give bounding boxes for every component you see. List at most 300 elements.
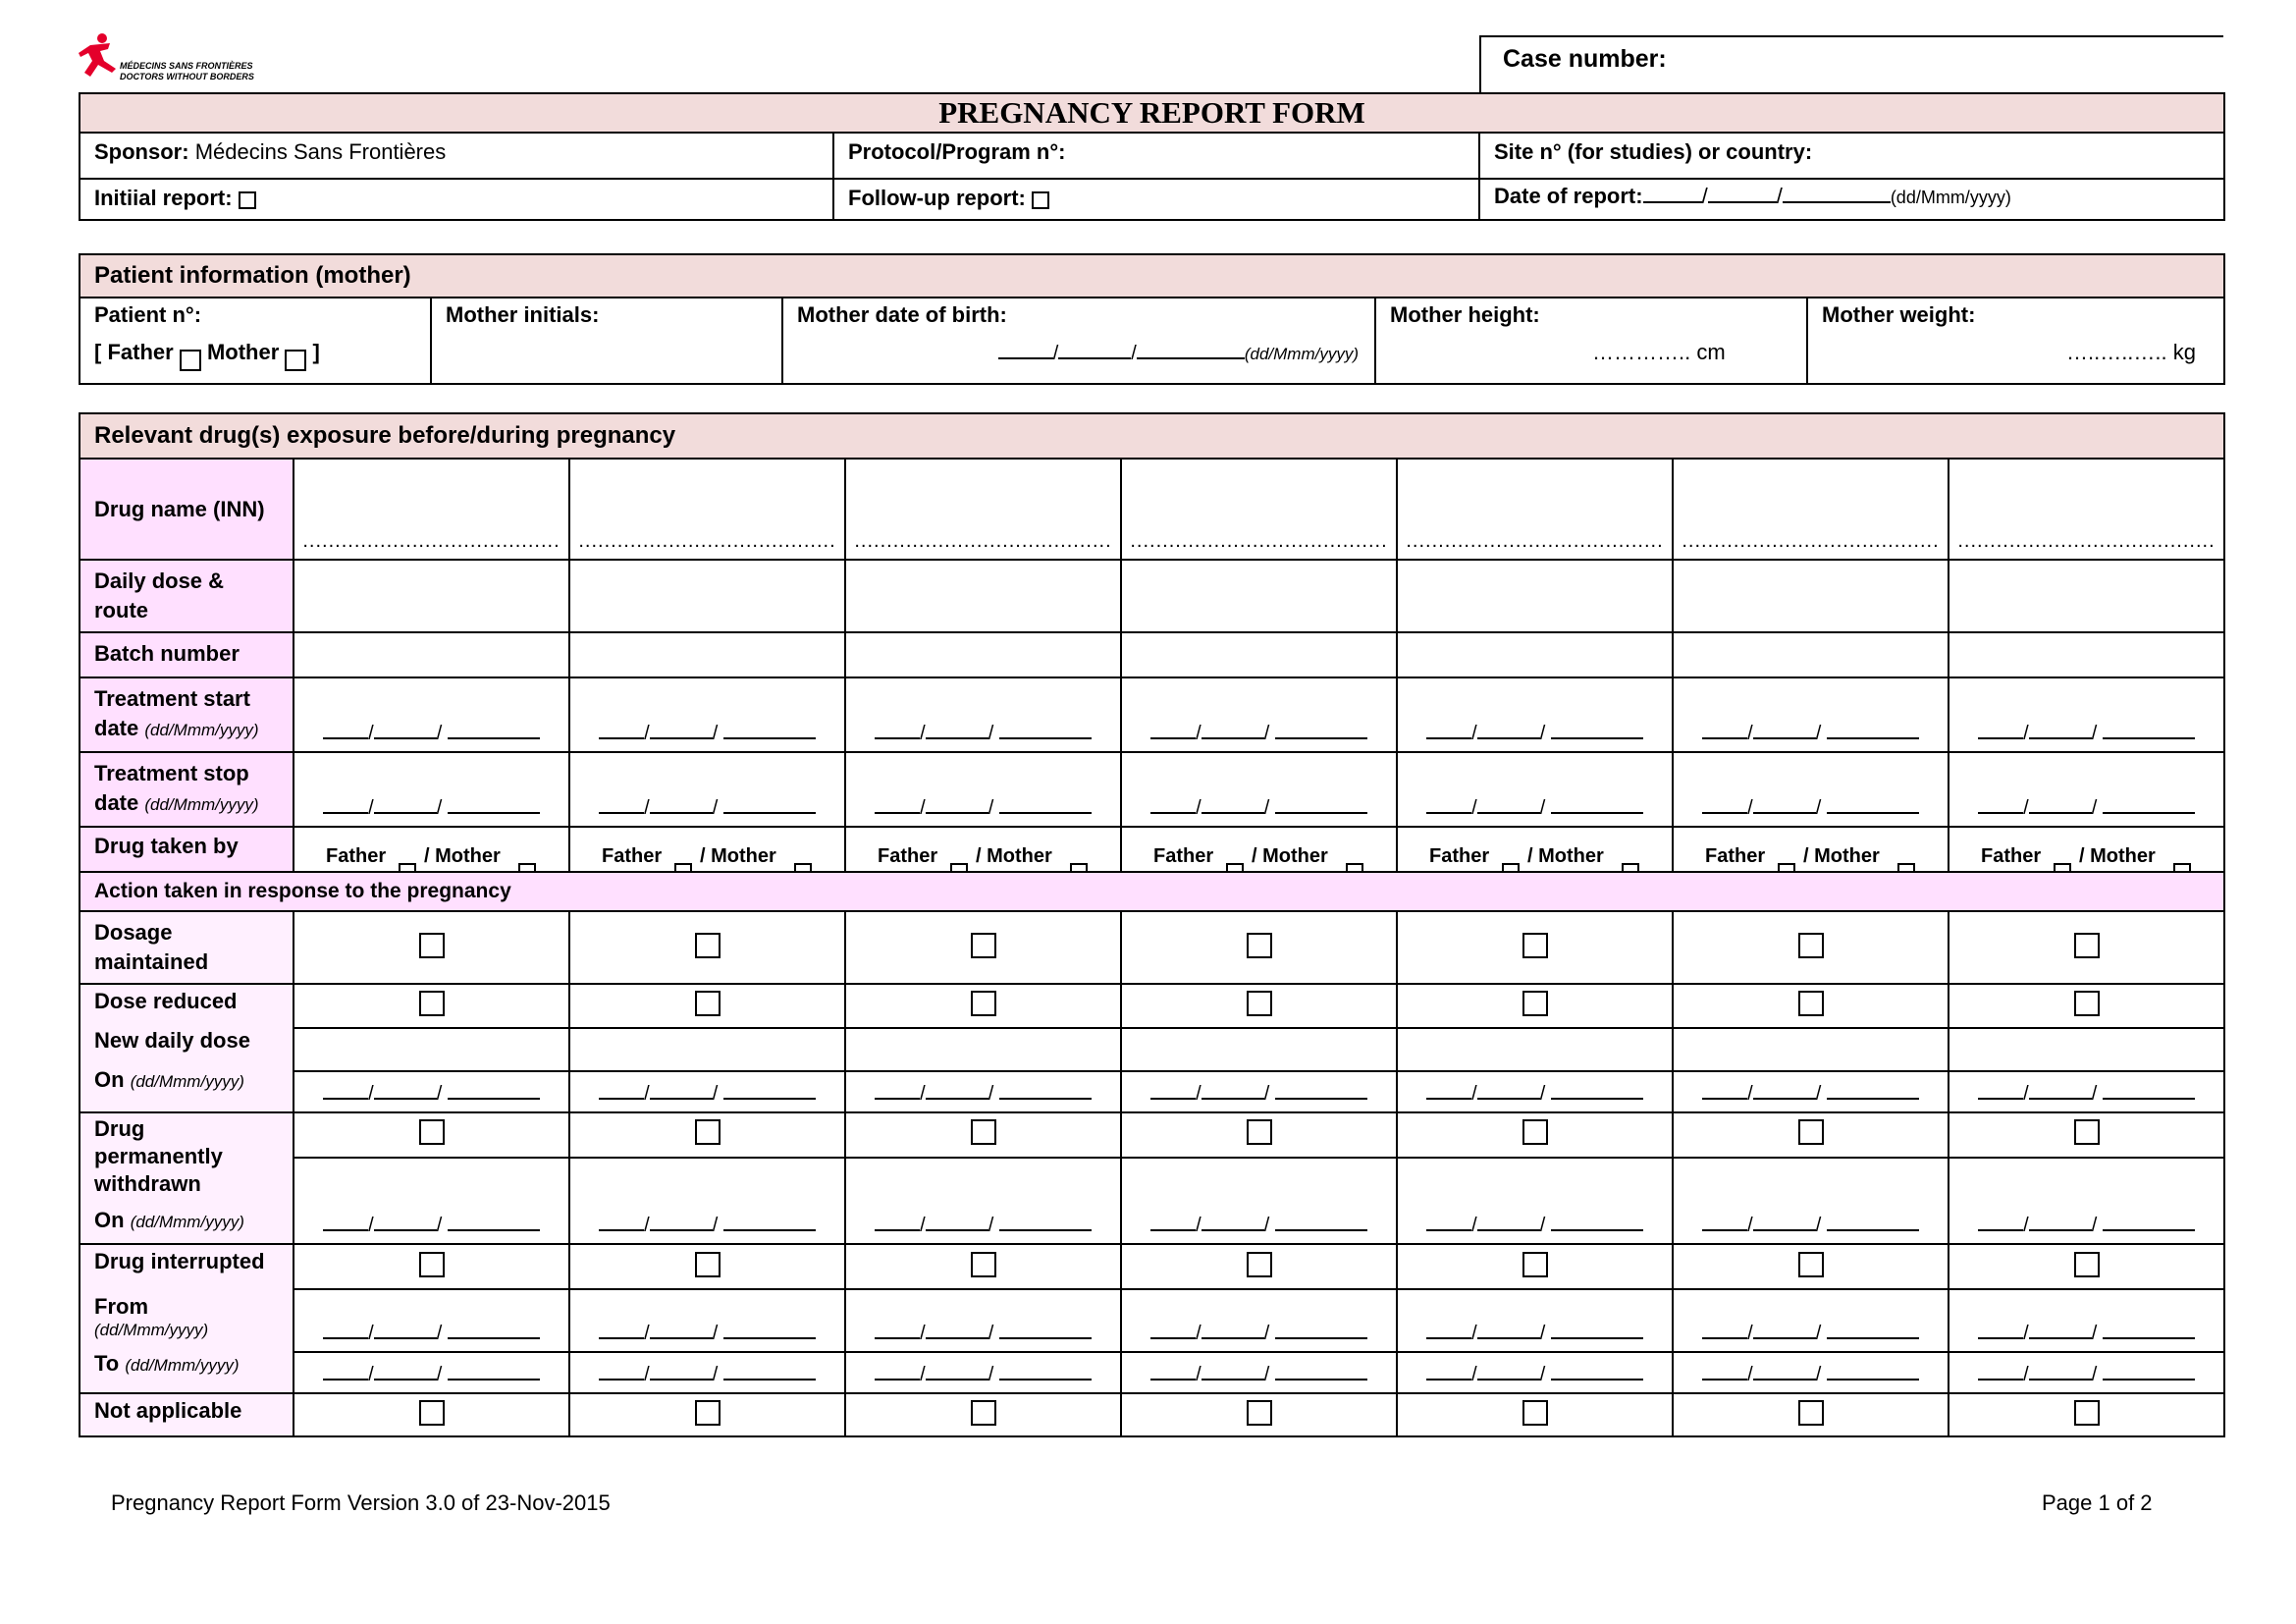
withdrawn-on-date-field[interactable] (294, 1158, 569, 1244)
father-option-checkbox[interactable] (399, 863, 416, 872)
action-checkbox[interactable] (1247, 1400, 1272, 1426)
dose-reduced-cell (1121, 984, 1397, 1028)
case-number-label: Case number: (1503, 45, 1667, 73)
dose-reduced-on-date-field[interactable] (1949, 1071, 2224, 1112)
treatment-start-label-cell (80, 677, 294, 752)
date-input-lines[interactable]: / / (846, 1320, 1120, 1351)
date-input-lines[interactable]: / / (1122, 794, 1396, 826)
action-checkbox[interactable] (1522, 1119, 1548, 1145)
withdrawn-label: Drug permanently withdrawn (94, 1116, 223, 1196)
father-option-checkbox[interactable] (1778, 863, 1795, 872)
action-checkbox[interactable] (971, 1252, 996, 1277)
daily-dose-label-cell (80, 560, 294, 632)
not-applicable-label-cell (80, 1393, 294, 1436)
action-checkbox[interactable] (419, 1400, 445, 1426)
mother-option-label: / Mother (1527, 845, 1604, 867)
date-input-lines[interactable]: / / (1949, 1320, 2223, 1351)
date-input-lines[interactable]: / / (846, 720, 1120, 751)
new-daily-dose-field[interactable] (569, 1028, 845, 1071)
dob-format-hint: (dd/Mmm/yyyy) (1244, 345, 1359, 363)
treatment-start-date-field[interactable] (1949, 677, 2224, 752)
date-format-hint: (dd/Mmm/yyyy) (144, 721, 259, 739)
interrupted-from-date-field[interactable] (1121, 1289, 1397, 1352)
action-checkbox[interactable] (1247, 933, 1272, 958)
not-applicable-cell (1397, 1393, 1673, 1436)
date-input-lines[interactable]: / / (1674, 720, 1948, 751)
withdrawn-on-date-field[interactable] (1121, 1158, 1397, 1244)
father-option-label: Father (1429, 845, 1490, 867)
father-option-checkbox[interactable] (1226, 863, 1244, 872)
action-checkbox[interactable] (2074, 1119, 2100, 1145)
action-checkbox[interactable] (1247, 991, 1272, 1016)
father-checkbox[interactable] (180, 350, 201, 371)
action-checkbox[interactable] (1522, 991, 1548, 1016)
date-format-hint: (dd/Mmm/yyyy) (130, 1213, 244, 1231)
treatment-stop-label: Treatment stop date (94, 761, 249, 815)
date-input-lines[interactable]: / / (1674, 794, 1948, 826)
logo-text-line1: MÉDECINS SANS FRONTIÈRES (120, 61, 253, 71)
interrupted-from-date-field[interactable] (845, 1289, 1121, 1352)
not-applicable-cell (569, 1393, 845, 1436)
withdrawn-cell (569, 1112, 845, 1158)
follow-up-report-cell (833, 179, 1479, 220)
new-daily-dose-field[interactable] (845, 1028, 1121, 1071)
action-checkbox[interactable] (971, 933, 996, 958)
interrupted-from-date-field[interactable] (569, 1289, 845, 1352)
dose-reduced-on-date-field[interactable] (1121, 1071, 1397, 1112)
date-of-report-cell[interactable]: Date of report: / / (dd/Mmm/yyyy) (1479, 179, 2224, 220)
mother-option-checkbox[interactable] (1070, 863, 1088, 872)
action-checkbox[interactable] (971, 991, 996, 1016)
not-applicable-cell (294, 1393, 569, 1436)
dose-reduced-on-date-field[interactable] (845, 1071, 1121, 1112)
patient-section-title: Patient information (mother) (94, 262, 411, 289)
close-bracket: ] (312, 340, 320, 364)
on-label: On (94, 1208, 125, 1232)
daily-dose-field[interactable] (294, 560, 569, 632)
action-checkbox[interactable] (695, 1252, 721, 1277)
interrupted-cell (1949, 1244, 2224, 1289)
drug-name-field[interactable] (1949, 459, 2224, 560)
msf-logo (77, 31, 253, 86)
action-checkbox[interactable] (1247, 1252, 1272, 1277)
action-checkbox[interactable] (1798, 1119, 1824, 1145)
dose-reduced-cell (569, 984, 845, 1028)
batch-number-field[interactable] (845, 632, 1121, 677)
interrupted-to-date-field[interactable] (1397, 1352, 1673, 1393)
drug-name-field[interactable] (1121, 459, 1397, 560)
action-checkbox[interactable] (1522, 1252, 1548, 1277)
date-format-hint: (dd/Mmm/yyyy) (125, 1356, 240, 1375)
interrupted-cell (845, 1244, 1121, 1289)
mother-option-checkbox[interactable] (1346, 863, 1363, 872)
withdrawn-cell (1397, 1112, 1673, 1158)
father-option-label: Father (1981, 845, 2042, 867)
action-checkbox[interactable] (1798, 1400, 1824, 1426)
height-placeholder: ………….. cm (1592, 340, 1726, 364)
withdrawn-on-date-field[interactable] (1397, 1158, 1673, 1244)
father-option-label: Father (878, 845, 938, 867)
dosage-maintained-cell (294, 911, 569, 984)
protocol-cell[interactable] (833, 133, 1479, 179)
from-label: From (94, 1294, 148, 1319)
new-daily-dose-label: New daily dose (94, 1028, 250, 1053)
drug-name-dots: ........................................ (1406, 530, 1664, 552)
drug-name-label-cell (80, 459, 294, 560)
daily-dose-field[interactable] (1121, 560, 1397, 632)
action-checkbox[interactable] (2074, 1252, 2100, 1277)
dose-reduced-on-date-field[interactable] (294, 1071, 569, 1112)
taken-by-options (1949, 827, 2224, 872)
new-daily-dose-field[interactable] (1673, 1028, 1949, 1071)
date-input-lines[interactable]: / / (570, 720, 844, 751)
action-checkbox[interactable] (1798, 991, 1824, 1016)
date-input-lines[interactable]: / / (570, 794, 844, 826)
not-applicable-cell (1121, 1393, 1397, 1436)
initial-report-cell (80, 179, 833, 220)
treatment-start-date-field[interactable] (294, 677, 569, 752)
mother-initials-label: Mother initials: (446, 302, 600, 327)
taken-by-options (1397, 827, 1673, 872)
footer-page-number: Page 1 of 2 (2042, 1490, 2153, 1515)
interrupted-from-date-field[interactable] (1673, 1289, 1949, 1352)
treatment-stop-date-field[interactable] (1949, 752, 2224, 827)
drug-name-label: Drug name (INN) (94, 496, 265, 521)
taken-by-options (845, 827, 1121, 872)
daily-dose-field[interactable] (845, 560, 1121, 632)
drug-name-dots: ........................................ (854, 530, 1112, 552)
dose-reduced-cell (1397, 984, 1673, 1028)
daily-dose-label: Daily dose & route (94, 568, 225, 623)
treatment-start-date-field[interactable] (1673, 677, 1949, 752)
withdrawn-cell (1121, 1112, 1397, 1158)
interrupted-from-date-field[interactable] (1949, 1289, 2224, 1352)
mother-checkbox[interactable] (285, 350, 306, 371)
msf-running-man-icon (77, 31, 120, 82)
treatment-stop-date-field[interactable] (569, 752, 845, 827)
father-option-label: Father (1153, 845, 1214, 867)
treatment-stop-date-field[interactable] (1397, 752, 1673, 827)
date-input-lines[interactable]: / / (294, 1320, 568, 1351)
drug-name-dots: ........................................ (1682, 530, 1940, 552)
date-input-lines[interactable]: / / (1949, 1080, 2223, 1111)
patient-info-table (79, 253, 2225, 385)
date-input-lines[interactable]: / / (846, 1212, 1120, 1243)
interrupted-to-date-field[interactable] (1949, 1352, 2224, 1393)
treatment-stop-date-field[interactable] (1121, 752, 1397, 827)
mother-option-checkbox[interactable] (518, 863, 536, 872)
initial-report-checkbox[interactable] (239, 191, 256, 209)
date-input-lines[interactable]: / / (1949, 1212, 2223, 1243)
father-option-checkbox[interactable] (950, 863, 968, 872)
date-input-lines[interactable]: / / (294, 1212, 568, 1243)
patient-no-cell[interactable] (80, 298, 431, 384)
dose-reduced-cell (845, 984, 1121, 1028)
new-daily-dose-field[interactable] (1949, 1028, 2224, 1071)
date-input-lines[interactable]: / / (570, 1361, 844, 1392)
site-cell[interactable] (1479, 133, 2224, 179)
interrupted-to-date-field[interactable] (845, 1352, 1121, 1393)
withdrawn-on-date-field[interactable] (569, 1158, 845, 1244)
action-checkbox[interactable] (695, 1119, 721, 1145)
mother-option-label: / Mother (976, 845, 1052, 867)
action-checkbox[interactable] (695, 933, 721, 958)
mother-option-label: / Mother (424, 845, 501, 867)
action-checkbox[interactable] (971, 1400, 996, 1426)
date-input-lines[interactable]: / / (1398, 1361, 1672, 1392)
daily-dose-field[interactable] (569, 560, 845, 632)
interrupted-cell (1121, 1244, 1397, 1289)
date-format-hint: (dd/Mmm/yyyy) (130, 1072, 244, 1091)
treatment-stop-date-field[interactable] (845, 752, 1121, 827)
batch-number-field[interactable] (1397, 632, 1673, 677)
taken-by-options (294, 827, 569, 872)
patient-no-label: Patient n°: (94, 302, 202, 327)
interrupted-cell (1397, 1244, 1673, 1289)
action-checkbox[interactable] (419, 1252, 445, 1277)
date-of-report-label: Date of report: (1494, 184, 1643, 208)
mother-option-checkbox[interactable] (1897, 863, 1915, 872)
drug-section-header (80, 413, 2224, 459)
follow-up-report-checkbox[interactable] (1032, 191, 1049, 209)
mother-height-cell[interactable] (1375, 298, 1807, 384)
dose-reduced-cell (1949, 984, 2224, 1028)
action-checkbox[interactable] (1798, 933, 1824, 958)
dosage-maintained-cell (845, 911, 1121, 984)
not-applicable-cell (845, 1393, 1121, 1436)
interrupted-cell (294, 1244, 569, 1289)
withdrawn-on-date-field[interactable] (845, 1158, 1121, 1244)
withdrawn-cell (1673, 1112, 1949, 1158)
drug-name-dots: ........................................ (1957, 530, 2216, 552)
treatment-start-date-field[interactable] (1397, 677, 1673, 752)
dosage-maintained-cell (1397, 911, 1673, 984)
date-input-lines[interactable]: / / (1674, 1212, 1948, 1243)
interrupted-to-date-field[interactable] (1121, 1352, 1397, 1393)
date-input-lines[interactable]: / / (1674, 1080, 1948, 1111)
weight-placeholder: …..…..….. kg (2065, 340, 2196, 364)
mother-height-label: Mother height: (1390, 302, 1540, 327)
dosage-maintained-label-cell (80, 911, 294, 984)
drug-name-field[interactable] (1397, 459, 1673, 560)
dosage-maintained-label: Dosage maintained (94, 920, 209, 974)
not-applicable-label: Not applicable (94, 1398, 242, 1423)
mother-dob-label: Mother date of birth: (797, 302, 1007, 327)
batch-number-field[interactable] (569, 632, 845, 677)
date-input-lines[interactable]: / / (1398, 1080, 1672, 1111)
logo-text-line2: DOCTORS WITHOUT BORDERS (120, 72, 254, 81)
daily-dose-field[interactable] (1673, 560, 1949, 632)
dose-reduced-cell (1673, 984, 1949, 1028)
treatment-start-date-field[interactable] (569, 677, 845, 752)
date-input-lines[interactable]: / / (294, 1361, 568, 1392)
father-option-checkbox[interactable] (2054, 863, 2071, 872)
date-input-lines[interactable]: / / (1949, 1361, 2223, 1392)
date-input-lines[interactable]: / / (1674, 1361, 1948, 1392)
initial-report-label: Initiial report: (94, 186, 233, 210)
sponsor-label: Sponsor: (94, 139, 189, 164)
mother-option-label: / Mother (700, 845, 776, 867)
date-input-lines[interactable]: / / (846, 1361, 1120, 1392)
action-checkbox[interactable] (971, 1119, 996, 1145)
action-section-header (80, 872, 2224, 911)
mother-option-checkbox[interactable] (1622, 863, 1639, 872)
date-input-lines[interactable]: / / (846, 794, 1120, 826)
batch-number-field[interactable] (1673, 632, 1949, 677)
batch-number-label-cell (80, 632, 294, 677)
batch-number-field[interactable] (294, 632, 569, 677)
drug-name-field[interactable] (569, 459, 845, 560)
date-input-lines[interactable]: / / (1398, 720, 1672, 751)
date-input-lines[interactable]: / / (570, 1212, 844, 1243)
batch-number-field[interactable] (1949, 632, 2224, 677)
dosage-maintained-cell (569, 911, 845, 984)
mother-initials-cell[interactable] (431, 298, 782, 384)
date-input-lines[interactable]: / / (1122, 720, 1396, 751)
daily-dose-field[interactable] (1397, 560, 1673, 632)
to-label: To (94, 1351, 120, 1376)
not-applicable-cell (1949, 1393, 2224, 1436)
mother-dob-cell[interactable]: Mother date of birth: / / (dd/Mmm/yyyy) (782, 298, 1375, 384)
treatment-start-date-field[interactable] (845, 677, 1121, 752)
form-title-cell (80, 93, 2224, 133)
father-option-checkbox[interactable] (1502, 863, 1520, 872)
dose-reduced-on-date-field[interactable] (1673, 1071, 1949, 1112)
drug-name-field[interactable] (845, 459, 1121, 560)
date-input-lines[interactable]: / / (294, 720, 568, 751)
date-input-lines[interactable]: / / (1122, 1320, 1396, 1351)
date-input-lines[interactable]: / / (1398, 1320, 1672, 1351)
interrupted-label-cell (80, 1244, 294, 1393)
action-checkbox[interactable] (1247, 1119, 1272, 1145)
action-checkbox[interactable] (419, 933, 445, 958)
treatment-stop-label-cell (80, 752, 294, 827)
date-input-lines[interactable]: / / (1122, 1080, 1396, 1111)
interrupted-cell (1673, 1244, 1949, 1289)
treatment-stop-date-field[interactable] (1673, 752, 1949, 827)
taken-by-label: Drug taken by (94, 834, 239, 858)
form-title: PREGNANCY REPORT FORM (938, 95, 1365, 130)
action-checkbox[interactable] (2074, 933, 2100, 958)
date-input-lines[interactable]: / / (1398, 1212, 1672, 1243)
mother-option-label: / Mother (1803, 845, 1880, 867)
new-daily-dose-field[interactable] (294, 1028, 569, 1071)
dose-reduced-on-date-field[interactable] (1397, 1071, 1673, 1112)
action-checkbox[interactable] (419, 1119, 445, 1145)
sponsor-cell (80, 133, 833, 179)
taken-by-options (1673, 827, 1949, 872)
treatment-start-label: Treatment start date (94, 686, 250, 740)
date-input-lines[interactable]: / / (1949, 794, 2223, 826)
date-input-lines[interactable]: / / (1674, 1320, 1948, 1351)
not-applicable-cell (1673, 1393, 1949, 1436)
withdrawn-cell (294, 1112, 569, 1158)
follow-up-report-label: Follow-up report: (848, 186, 1026, 210)
interrupted-from-date-field[interactable] (1397, 1289, 1673, 1352)
mother-option-label: / Mother (1252, 845, 1328, 867)
drug-name-field[interactable] (294, 459, 569, 560)
new-daily-dose-field[interactable] (1121, 1028, 1397, 1071)
date-input-lines[interactable]: / / (1122, 1361, 1396, 1392)
action-checkbox[interactable] (695, 991, 721, 1016)
date-format-hint: (dd/Mmm/yyyy) (1890, 188, 2011, 207)
action-checkbox[interactable] (419, 991, 445, 1016)
interrupted-to-date-field[interactable] (294, 1352, 569, 1393)
case-number-box[interactable] (1479, 35, 2223, 92)
mother-option-label: / Mother (2079, 845, 2156, 867)
father-option-label: Father (326, 845, 387, 867)
date-input-lines[interactable]: / / (846, 1080, 1120, 1111)
father-option-label: Father (1705, 845, 1766, 867)
new-daily-dose-field[interactable] (1397, 1028, 1673, 1071)
patient-section-header (80, 254, 2224, 298)
father-option-label: Father (602, 845, 663, 867)
drug-name-field[interactable] (1673, 459, 1949, 560)
drug-name-dots: ........................................ (578, 530, 836, 552)
dose-reduced-label-cell (80, 984, 294, 1112)
treatment-start-date-field[interactable] (1121, 677, 1397, 752)
mother-option-checkbox[interactable] (794, 863, 812, 872)
withdrawn-cell (845, 1112, 1121, 1158)
site-label: Site n° (for studies) or country: (1494, 139, 1813, 164)
mother-weight-cell[interactable] (1807, 298, 2224, 384)
date-input-lines[interactable]: / / (294, 1080, 568, 1111)
on-label: On (94, 1067, 125, 1092)
footer-version: Pregnancy Report Form Version 3.0 of 23-Nov-2015 (111, 1490, 611, 1515)
batch-number-field[interactable] (1121, 632, 1397, 677)
dosage-maintained-cell (1121, 911, 1397, 984)
interrupted-to-date-field[interactable] (1673, 1352, 1949, 1393)
dose-reduced-on-date-field[interactable] (569, 1071, 845, 1112)
dosage-maintained-cell (1673, 911, 1949, 984)
interrupted-to-date-field[interactable] (569, 1352, 845, 1393)
drug-name-dots: ........................................ (1130, 530, 1388, 552)
taken-by-options (569, 827, 845, 872)
interrupted-from-date-field[interactable] (294, 1289, 569, 1352)
action-checkbox[interactable] (1798, 1252, 1824, 1277)
action-checkbox[interactable] (1522, 1400, 1548, 1426)
date-format-hint: (dd/Mmm/yyyy) (144, 795, 259, 814)
date-input-lines[interactable]: / / (1949, 720, 2223, 751)
mother-option-checkbox[interactable] (2173, 863, 2191, 872)
date-input-lines[interactable]: / / (1398, 794, 1672, 826)
dose-reduced-label: Dose reduced (94, 989, 238, 1013)
action-section-title: Action taken in response to the pregnancy (94, 880, 511, 902)
withdrawn-on-date-field[interactable] (1949, 1158, 2224, 1244)
taken-by-options (1121, 827, 1397, 872)
date-input-lines[interactable]: / / (1122, 1212, 1396, 1243)
action-checkbox[interactable] (1522, 933, 1548, 958)
action-checkbox[interactable] (2074, 1400, 2100, 1426)
action-checkbox[interactable] (2074, 991, 2100, 1016)
taken-by-label-cell (80, 827, 294, 872)
protocol-label: Protocol/Program n°: (848, 139, 1066, 164)
father-label: [ Father (94, 340, 174, 364)
date-input-lines[interactable]: / / (570, 1080, 844, 1111)
sponsor-value: Médecins Sans Frontières (194, 139, 447, 164)
drug-name-dots: ........................................ (302, 530, 561, 552)
withdrawn-on-date-field[interactable] (1673, 1158, 1949, 1244)
date-input-lines[interactable]: / / (294, 794, 568, 826)
date-input-lines[interactable]: / / (570, 1320, 844, 1351)
father-option-checkbox[interactable] (674, 863, 692, 872)
daily-dose-field[interactable] (1949, 560, 2224, 632)
action-checkbox[interactable] (695, 1400, 721, 1426)
mother-weight-label: Mother weight: (1822, 302, 1976, 327)
drug-section-title: Relevant drug(s) exposure before/during pregnancy (94, 422, 676, 449)
withdrawn-cell (1949, 1112, 2224, 1158)
treatment-stop-date-field[interactable] (294, 752, 569, 827)
